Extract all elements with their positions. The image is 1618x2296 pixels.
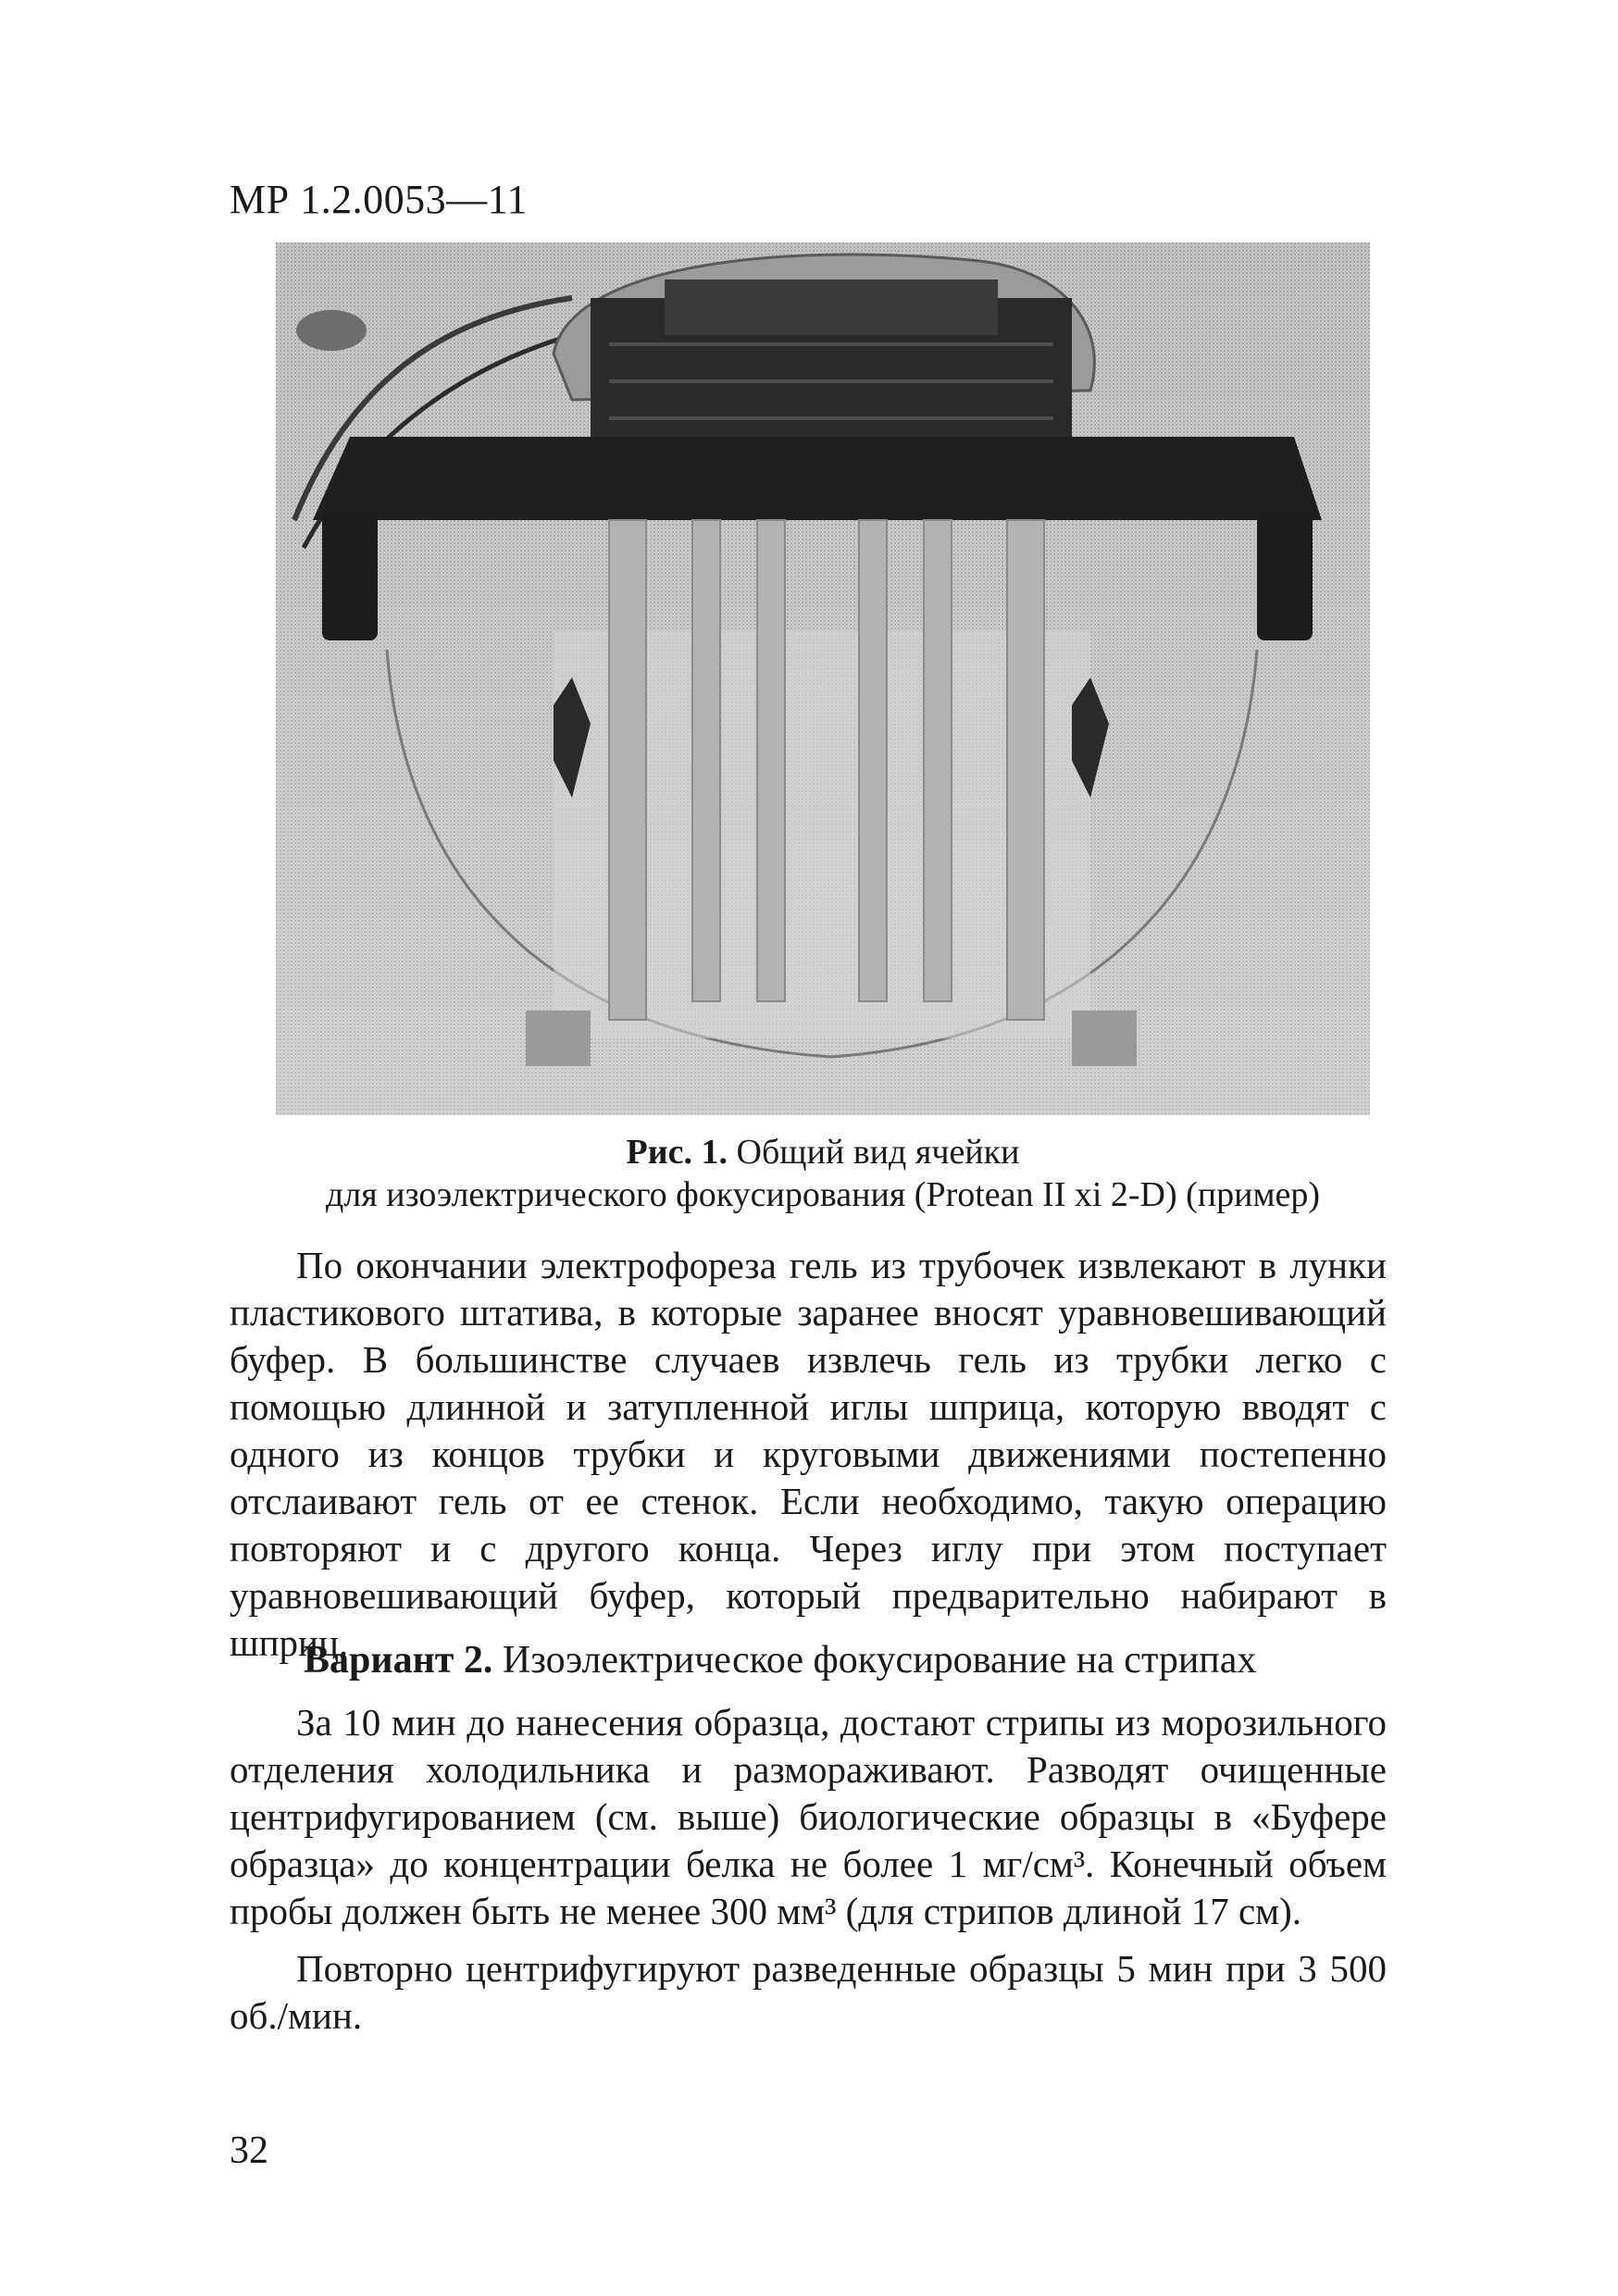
paragraph-centrifugation: Повторно центрифугируют разведенные образцы 5 мин при 3 500 об./мин.: [230, 1947, 1387, 2037]
page-number: 32: [230, 2129, 268, 2172]
figure-label: Рис. 1.: [626, 1133, 728, 1172]
variant-title: Изоэлектрическое фокусирование на стрипах: [492, 1639, 1257, 1682]
figure-photo: [276, 242, 1370, 1115]
paragraph-gel-extraction: По окончании электрофореза гель из трубочек извлекают в лунки пластикового штатива, в которые заранее вносят уравновешивающий буфер. В большинстве случаев извлечь гель из трубки легко с помощью длинной и затупленной иглы шприца, которую вводят с одного из концов трубки и круговыми движениями постепенно отслаивают гель от ее стенок. Если необходимо, такую операцию повторяют и с другого конца. Через иглу при этом поступает уравновешивающий буфер, который предварительно набирают в шприц.: [230, 1244, 1387, 1664]
figure-caption-line2: для изоэлектрического фокусирования (Protean II xi 2-D) (пример): [325, 1175, 1321, 1214]
variant-label: Вариант 2.: [304, 1639, 493, 1682]
variant-heading: [230, 1636, 1387, 1684]
document-code-header: МР 1.2.0053—11: [230, 177, 528, 222]
figure-caption: [276, 1131, 1370, 1216]
figure-caption-line1: [276, 1131, 1370, 1173]
figure-title: Общий вид ячейки: [728, 1133, 1020, 1172]
paragraph-strip-preparation: За 10 мин до нанесения образца, достают стрипы из морозильного отделения холодильника и размораживают. Разводят очищенные центрифугированием (см. выше) биологические образцы в «Буфере образца» до концентрации белка не более 1 мг/см³. Конечный объем пробы должен быть не менее 300 мм³ (для стрипов длиной 17 см).: [230, 1701, 1387, 1932]
